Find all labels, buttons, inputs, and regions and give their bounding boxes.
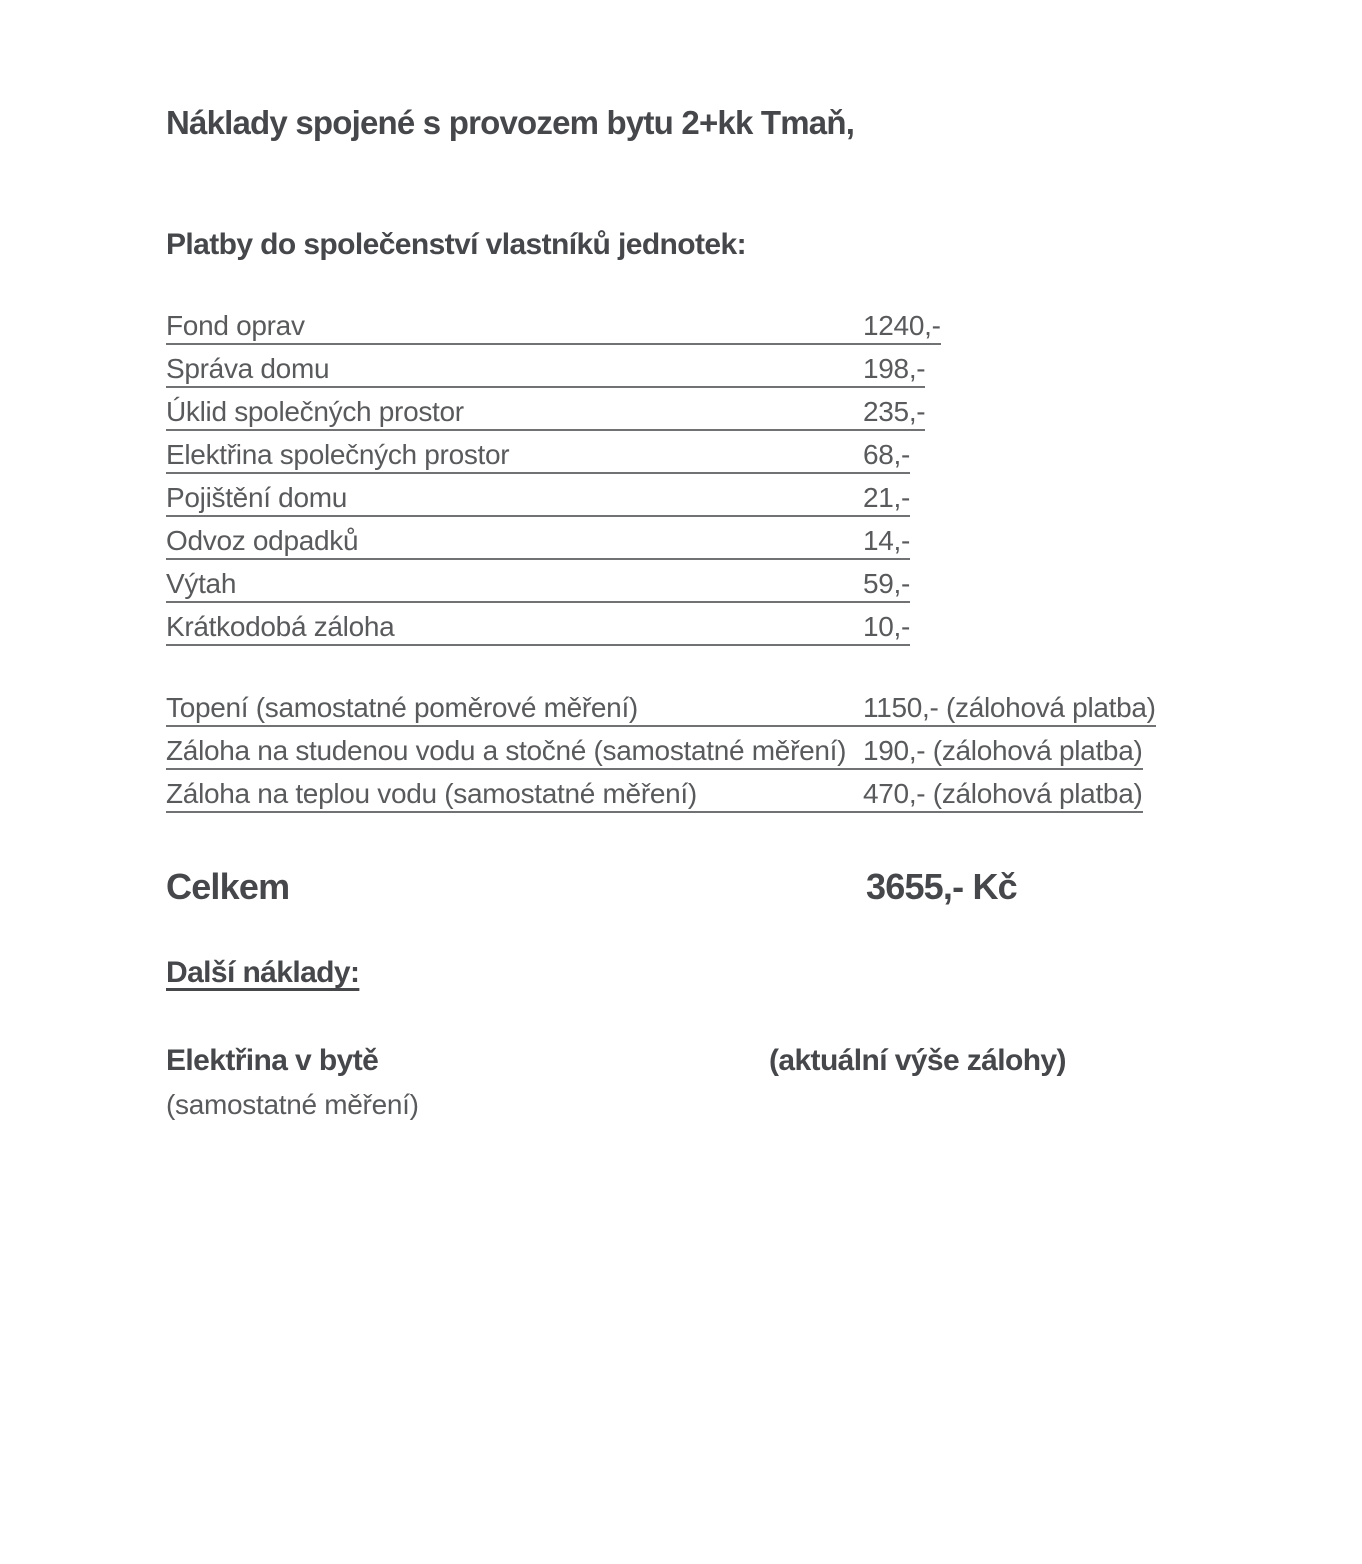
electricity-note: (aktuální výše zálohy) bbox=[769, 1044, 1066, 1077]
fee-value: 59,- bbox=[863, 568, 911, 599]
fee-label: Topení (samostatné poměrové měření) bbox=[166, 692, 638, 723]
fee-label: Záloha na studenou vodu a stočné (samostatné měření) bbox=[166, 735, 847, 766]
advance-fee-table bbox=[166, 684, 1362, 813]
fee-label: Krátkodobá záloha bbox=[166, 611, 395, 642]
table-row bbox=[166, 431, 910, 474]
section-heading-payments: Platby do společenství vlastníků jednotek: bbox=[166, 228, 746, 261]
fee-value: 1150,- (zálohová platba) bbox=[863, 692, 1156, 723]
table-row bbox=[166, 684, 1156, 727]
total-label: Celkem bbox=[166, 866, 290, 907]
table-row bbox=[166, 302, 941, 345]
table-row bbox=[166, 474, 910, 517]
fee-value: 190,- (zálohová platba) bbox=[863, 735, 1143, 766]
total-row bbox=[166, 867, 1017, 907]
other-costs-heading-text: Další náklady: bbox=[166, 956, 360, 989]
fee-value: 21,- bbox=[863, 482, 911, 513]
fee-label: Výtah bbox=[166, 568, 237, 599]
fee-value: 1240,- bbox=[863, 310, 941, 341]
fee-label: Správa domu bbox=[166, 353, 330, 384]
fee-value: 198,- bbox=[863, 353, 926, 384]
fee-label: Odvoz odpadků bbox=[166, 525, 359, 556]
fee-value: 14,- bbox=[863, 525, 911, 556]
table-row bbox=[166, 770, 1143, 813]
table-row bbox=[166, 345, 925, 388]
table-row bbox=[166, 603, 910, 646]
fee-label: Záloha na teplou vodu (samostatné měření) bbox=[166, 778, 697, 809]
table-row bbox=[166, 517, 910, 560]
electricity-label: Elektřina v bytě bbox=[166, 1044, 379, 1077]
page-title: Náklady spojené s provozem bytu 2+kk Tmaň, bbox=[166, 104, 855, 141]
fee-table bbox=[166, 302, 1362, 646]
fee-label: Pojištění domu bbox=[166, 482, 348, 513]
total-value: 3655,- Kč bbox=[866, 866, 1017, 907]
fee-label: Elektřina společných prostor bbox=[166, 439, 510, 470]
section-heading-other-costs bbox=[166, 955, 1362, 991]
fee-label: Úklid společných prostor bbox=[166, 396, 464, 427]
fee-value: 10,- bbox=[863, 611, 911, 642]
fee-value: 235,- bbox=[863, 396, 926, 427]
electricity-sub-label: (samostatné měření) bbox=[166, 1089, 419, 1120]
table-row bbox=[166, 727, 1143, 770]
fee-value: 470,- (zálohová platba) bbox=[863, 778, 1143, 809]
fee-label: Fond oprav bbox=[166, 310, 305, 341]
table-row bbox=[166, 388, 925, 431]
electricity-row bbox=[166, 1043, 1066, 1079]
fee-value: 68,- bbox=[863, 439, 911, 470]
table-row bbox=[166, 560, 910, 603]
